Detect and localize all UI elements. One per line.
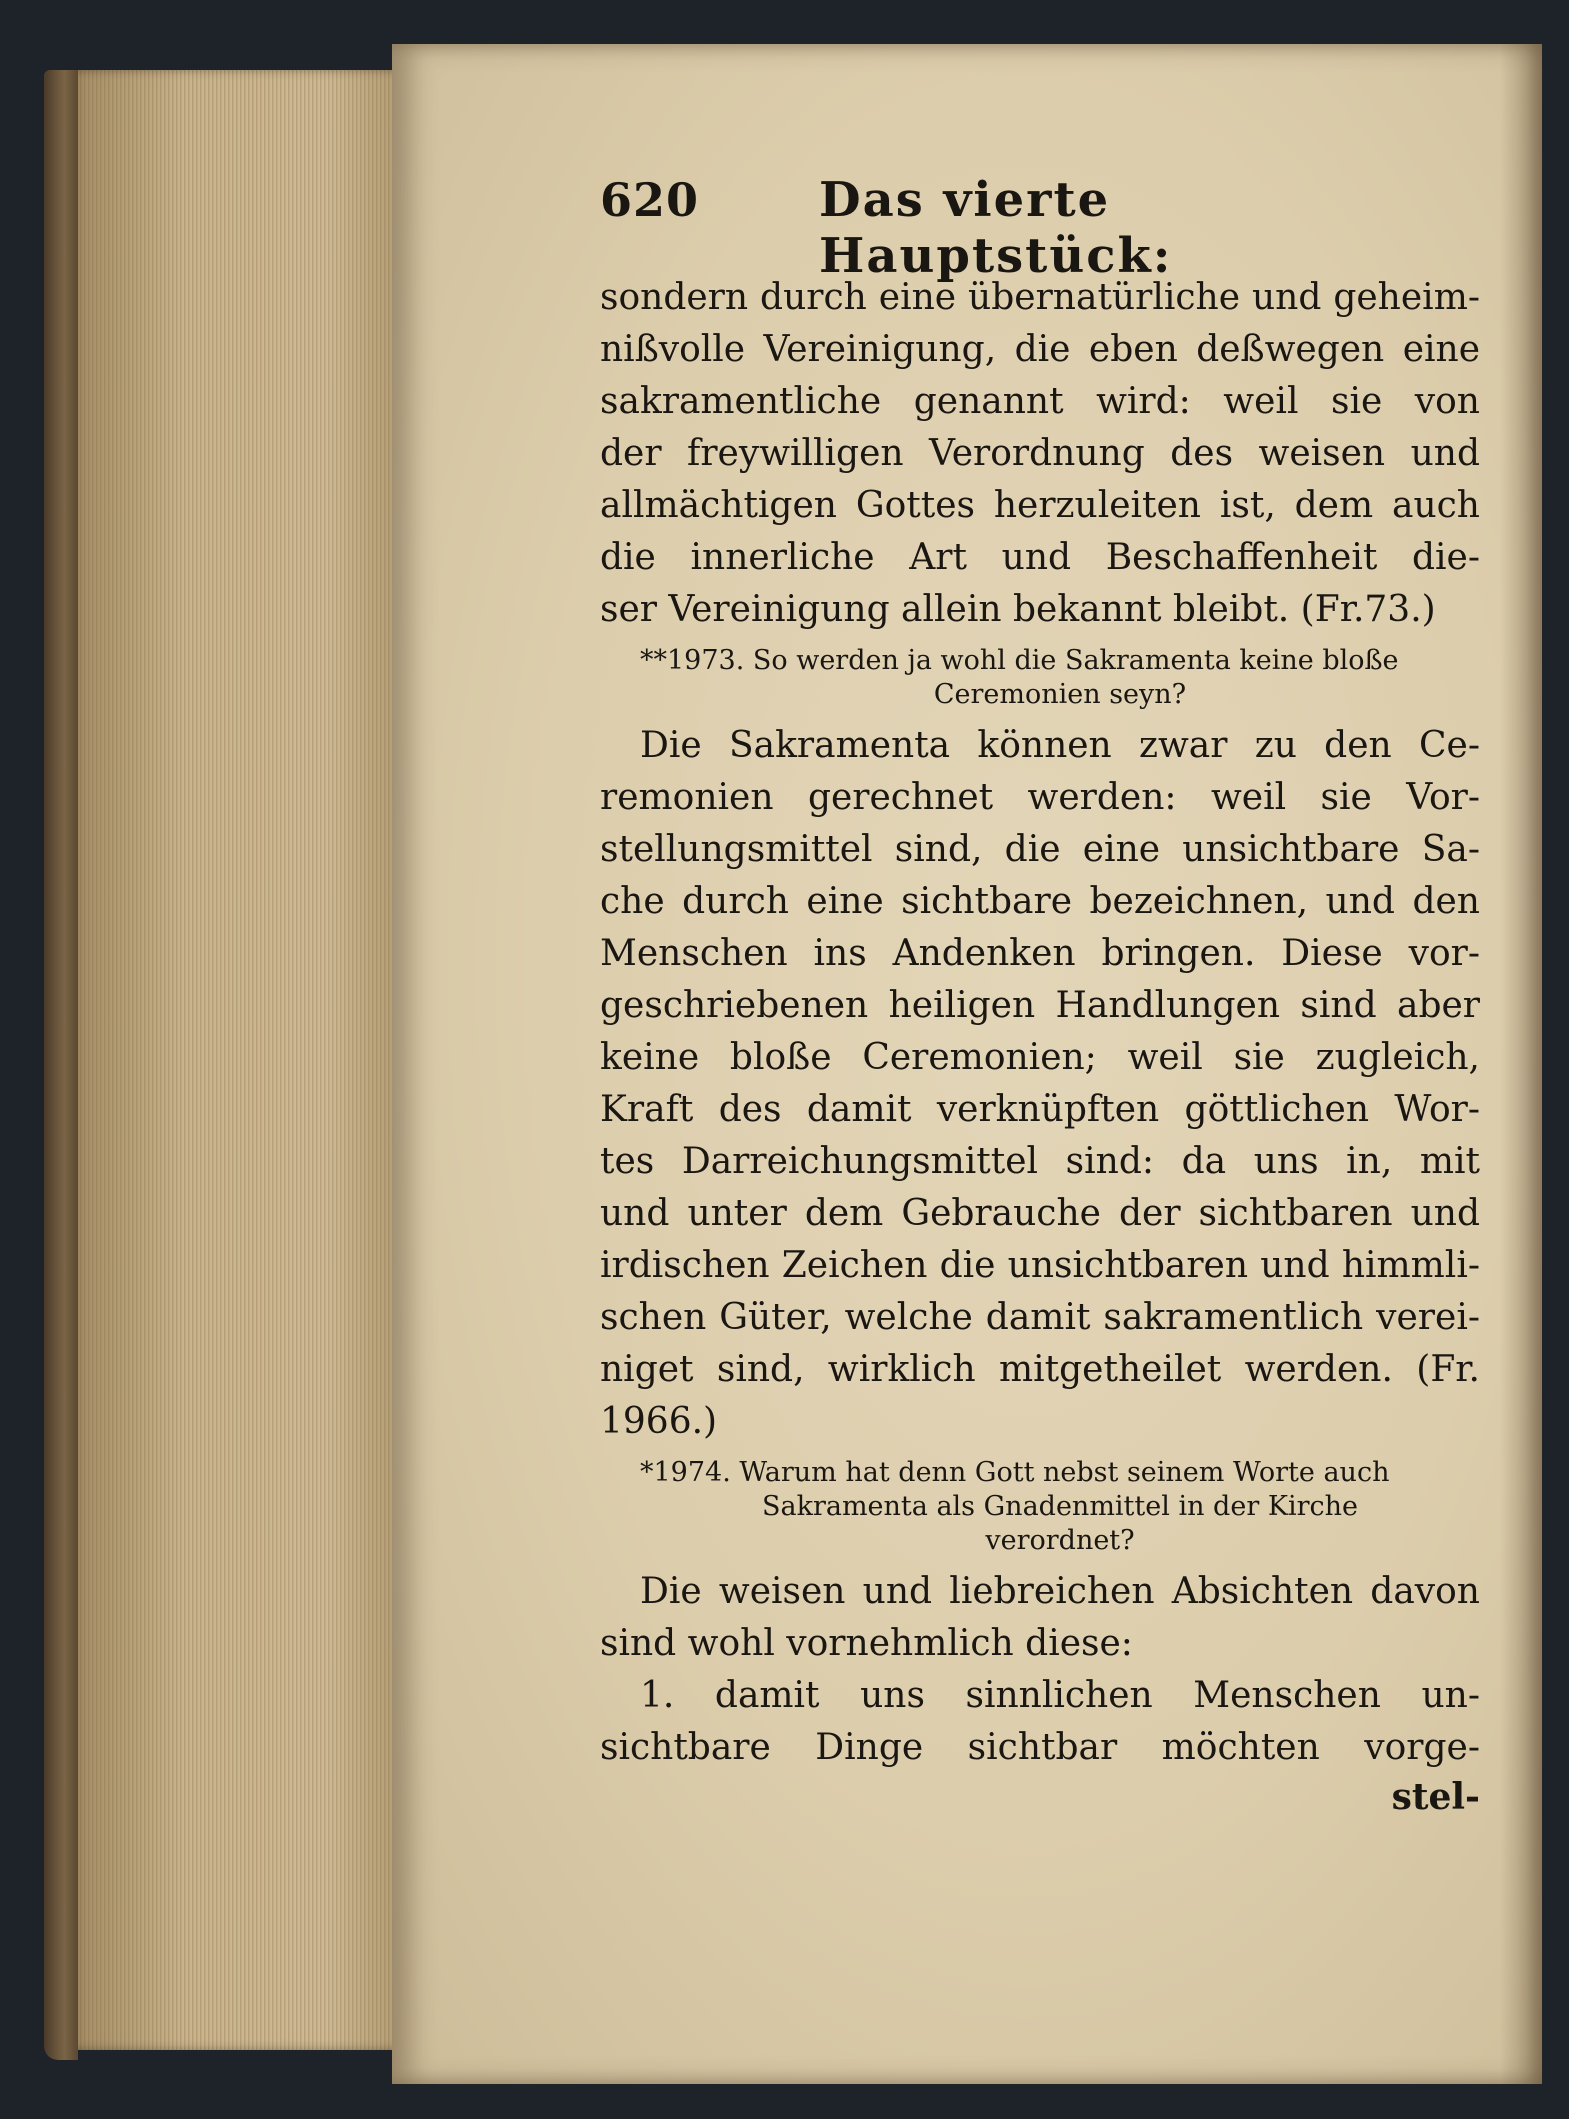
text-line: der freywilligen Verordnung des weisen und [600, 433, 1480, 474]
text-line: Kraft des damit verknüpften göttlichen Wor- [600, 1089, 1480, 1130]
page-number: 620 [600, 173, 700, 227]
text-line: keine bloße Ceremonien; weil sie zugleich, [600, 1037, 1480, 1078]
question-1973 [640, 644, 1480, 712]
text-line: niget sind, wirklich mitgetheilet werden. (Fr. [600, 1349, 1480, 1390]
text-line: sichtbare Dinge sichtbar möchten vorge- [600, 1727, 1480, 1768]
question-line: Ceremonien seyn? [933, 679, 1187, 710]
book-cover-edge [44, 70, 78, 2060]
text-line: Menschen ins Andenken bringen. Diese vor- [600, 933, 1480, 974]
text-line: stellungsmittel sind, die eine unsichtbare Sa- [600, 829, 1480, 870]
text-line: sind wohl vornehmlich diese: [600, 1623, 1133, 1664]
page-header [600, 172, 1480, 284]
question-1974 [640, 1456, 1480, 1558]
text-line: schen Güter, welche damit sakramentlich verei- [600, 1297, 1480, 1338]
text-line: Die weisen und liebreichen Absichten davon [640, 1571, 1480, 1612]
question-line: Sakramenta als Gnadenmittel in der Kirche [761, 1491, 1359, 1522]
text-line: allmächtigen Gottes herzuleiten ist, dem auch [600, 485, 1480, 526]
page-stack-edge [44, 70, 400, 2050]
text-line: 1966.) [600, 1401, 718, 1442]
text-line: irdischen Zeichen die unsichtbaren und himmli- [600, 1245, 1480, 1286]
text-line: sakramentliche genannt wird: weil sie von [600, 381, 1480, 422]
answer-1974 [600, 1566, 1480, 1774]
question-line: verordnet? [985, 1525, 1135, 1556]
text-line: che durch eine sichtbare bezeichnen, und den [600, 881, 1480, 922]
gutter-shadow [1500, 44, 1542, 2084]
text-line: die innerliche Art und Beschaffenheit die- [600, 537, 1480, 578]
text-line: geschriebenen heiligen Handlungen sind aber [600, 985, 1480, 1026]
paragraph-continued [600, 272, 1480, 636]
answer-1973 [600, 720, 1480, 1448]
text-line: nißvolle Vereinigung, die eben deßwegen eine [600, 329, 1480, 370]
text-block [600, 172, 1480, 1828]
text-line: remonien gerechnet werden: weil sie Vor- [600, 777, 1480, 818]
text-line: Die Sakramenta können zwar zu den Ce- [640, 725, 1480, 766]
question-line: **1973. So werden ja wohl die Sakramenta keine bloße [640, 645, 1399, 676]
question-line: *1974. Warum hat denn Gott nebst seinem Worte auch [640, 1457, 1390, 1488]
text-line: 1. damit uns sinnlichen Menschen un- [640, 1675, 1480, 1716]
catchword: stel- [1391, 1776, 1480, 1818]
text-line: und unter dem Gebrauche der sichtbaren und [600, 1193, 1480, 1234]
printed-page [392, 44, 1542, 2084]
running-head: Das vierte Hauptstück: [819, 172, 1173, 284]
text-line: tes Darreichungsmittel sind: da uns in, mit [600, 1141, 1480, 1182]
text-line: ser Vereinigung allein bekannt bleibt. (Fr.73.) [600, 589, 1436, 630]
text-line: sondern durch eine übernatürliche und geheim- [600, 277, 1480, 318]
